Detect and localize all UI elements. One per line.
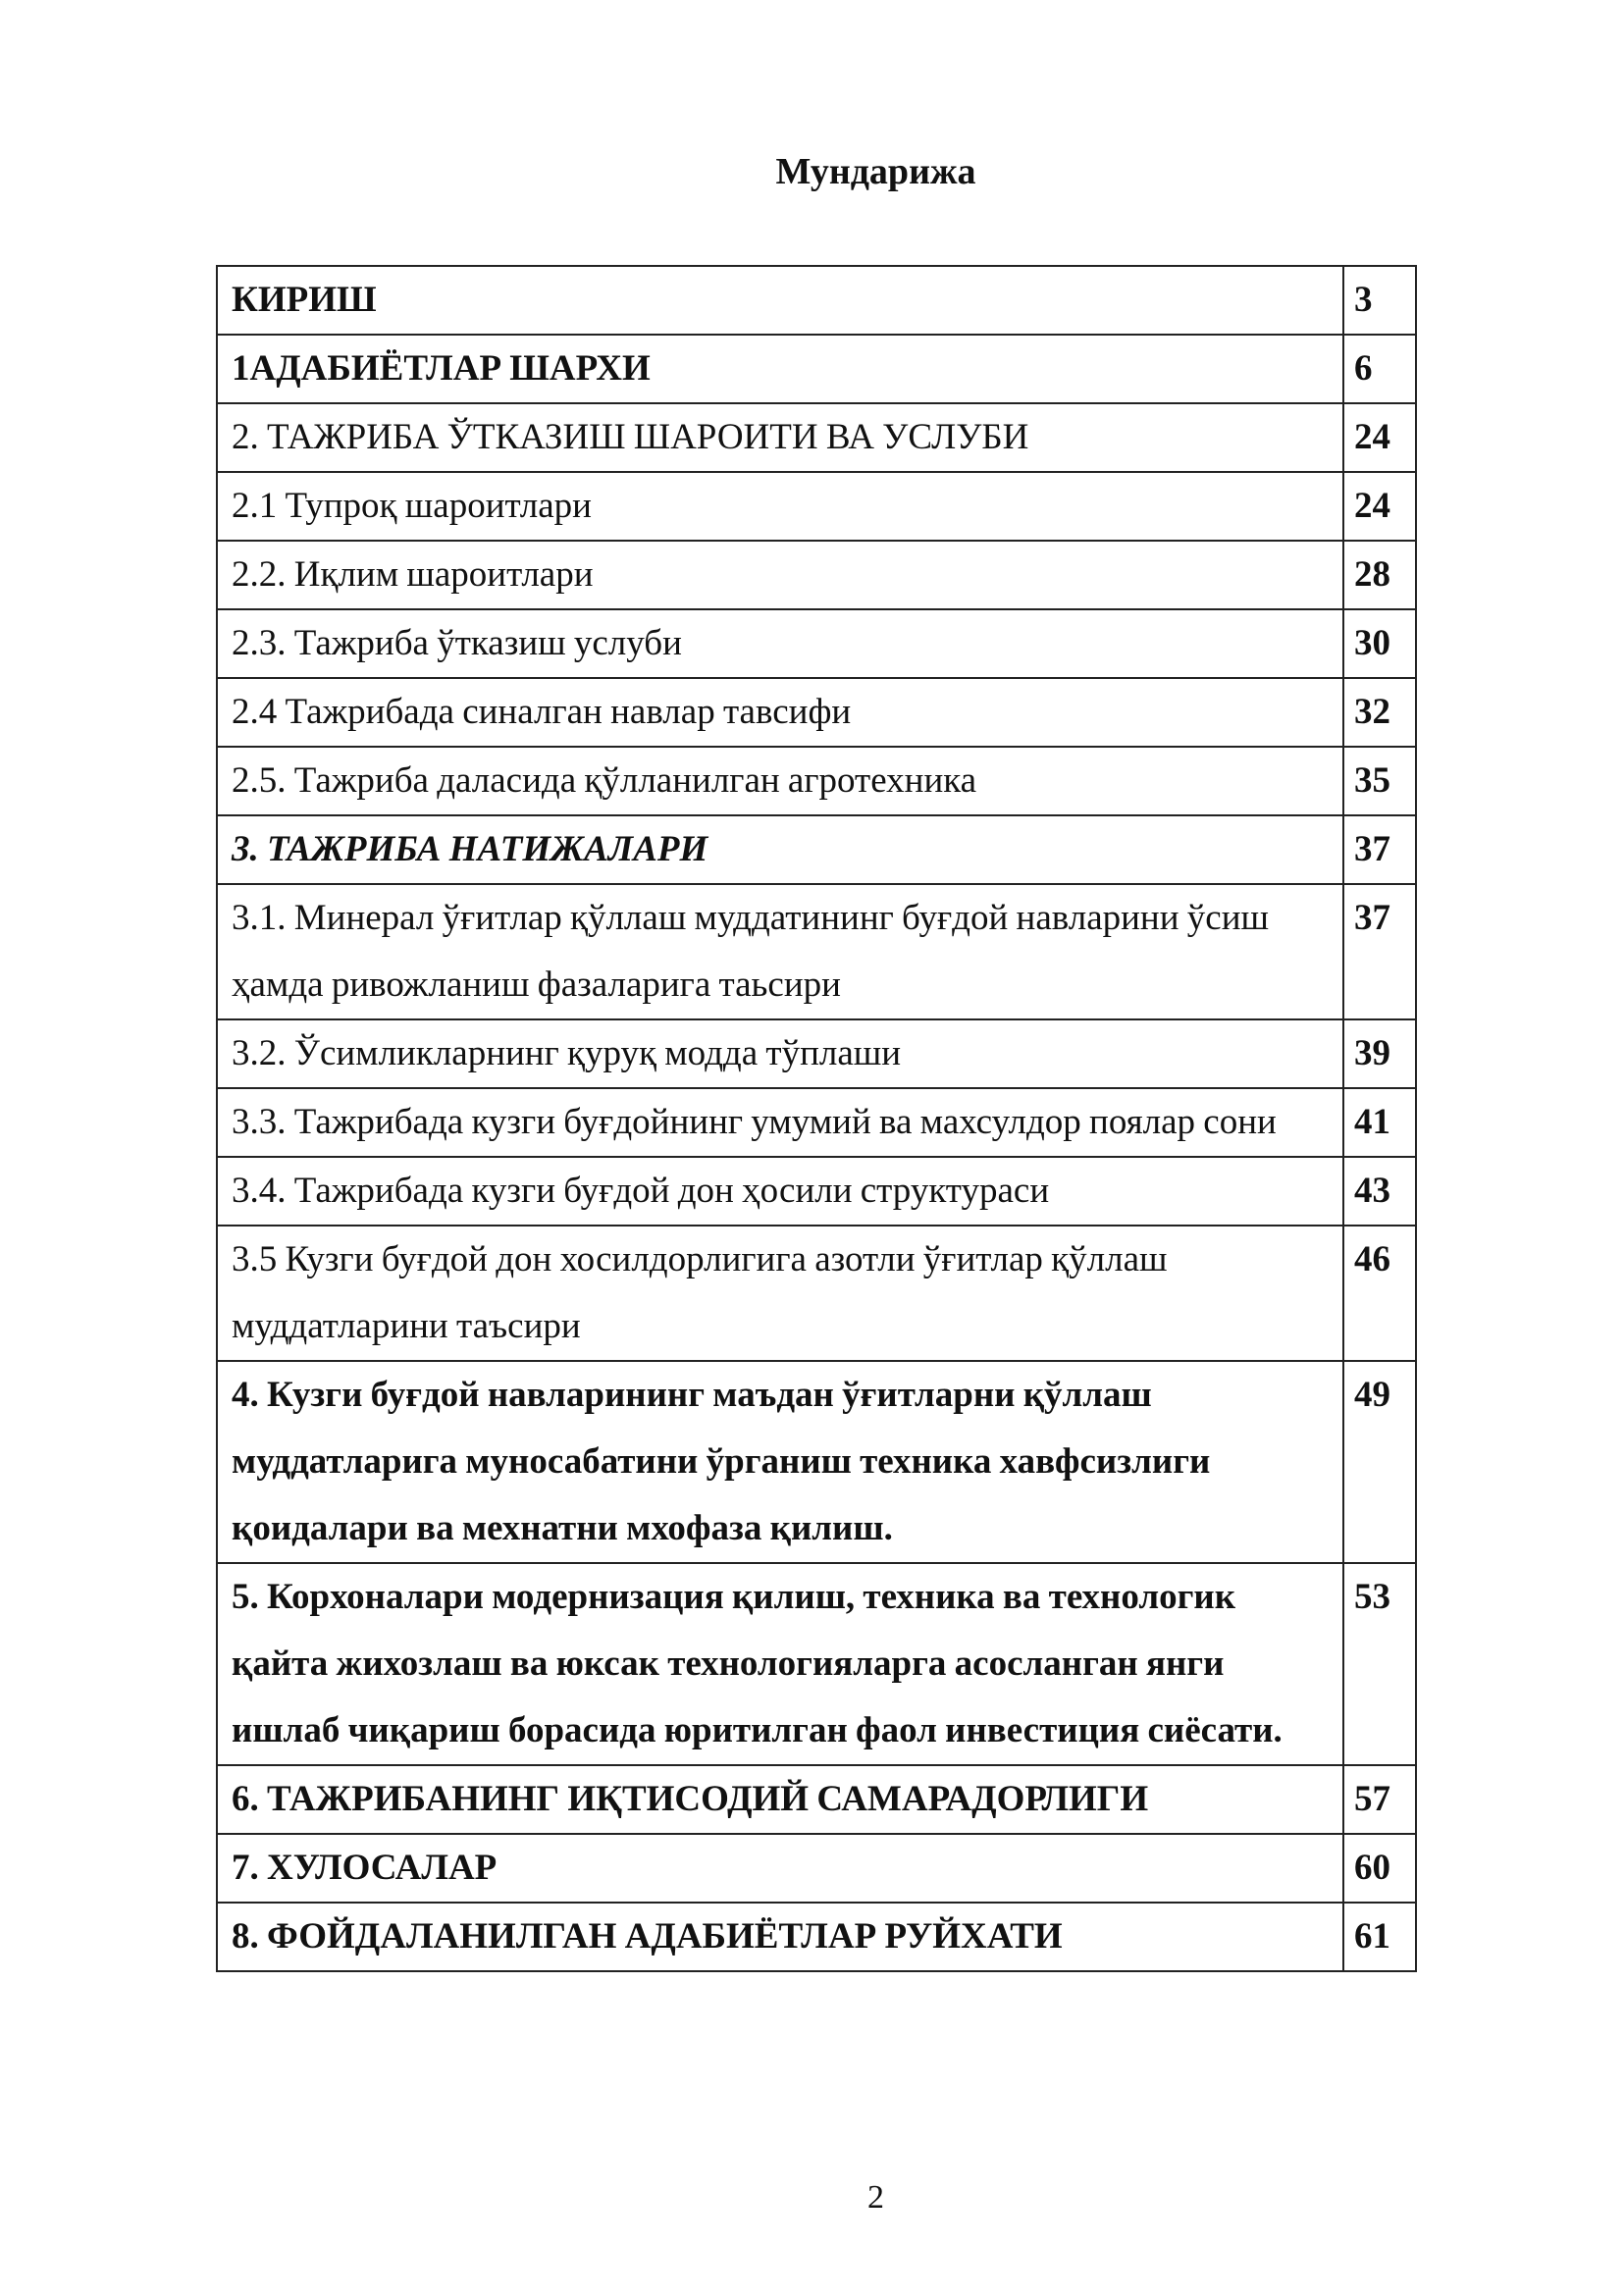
- table-row[interactable]: [217, 472, 1416, 541]
- table-row[interactable]: [217, 609, 1416, 678]
- toc-entry-page: 32: [1343, 678, 1416, 747]
- table-of-contents: [216, 265, 1417, 1972]
- table-row[interactable]: [217, 541, 1416, 609]
- toc-entry-page: 37: [1343, 884, 1416, 1019]
- toc-entry-title: 2.4 Тажрибада синалган навлар тавсифи: [217, 678, 1343, 747]
- toc-entry-title: 3.2. Ўсимликларнинг қуруқ модда тўплаши: [217, 1019, 1343, 1088]
- table-row[interactable]: [217, 1834, 1416, 1903]
- toc-entry-page: 60: [1343, 1834, 1416, 1903]
- toc-entry-title: 3.3. Тажрибада кузги буғдойнинг умумий ва махсулдор поялар сони: [217, 1088, 1343, 1157]
- toc-entry-title: 2.3. Тажриба ўтказиш услуби: [217, 609, 1343, 678]
- toc-entry-title: 3.4. Тажрибада кузги буғдой дон ҳосили структураси: [217, 1157, 1343, 1226]
- toc-entry-title: 2.2. Иқлим шароитлари: [217, 541, 1343, 609]
- table-row[interactable]: [217, 1765, 1416, 1834]
- table-row[interactable]: [217, 1903, 1416, 1971]
- toc-entry-title: 3.1. Минерал ўғитлар қўллаш муддатининг буғдой навларини ўсиш ҳамда ривожланиш фазаларига таьсири: [217, 884, 1343, 1019]
- toc-entry-title: 6. ТАЖРИБАНИНГ ИҚТИСОДИЙ САМАРАДОРЛИГИ: [217, 1765, 1343, 1834]
- toc-entry-page: 35: [1343, 747, 1416, 815]
- toc-entry-page: 3: [1343, 266, 1416, 335]
- table-row[interactable]: [217, 1088, 1416, 1157]
- toc-entry-page: 43: [1343, 1157, 1416, 1226]
- toc-entry-page: 46: [1343, 1226, 1416, 1361]
- toc-entry-page: 37: [1343, 815, 1416, 884]
- table-row[interactable]: [217, 815, 1416, 884]
- toc-entry-page: 24: [1343, 403, 1416, 472]
- table-row[interactable]: [217, 1226, 1416, 1361]
- toc-entry-page: 57: [1343, 1765, 1416, 1834]
- toc-entry-title: 5. Корхоналари модернизация қилиш, техника ва технологик қайта жихозлаш ва юксак технологияларга асосланган янги ишлаб чиқариш борасида юритилган фаол инвестиция сиёсати.: [217, 1563, 1343, 1765]
- page-number: 2: [867, 2179, 884, 2216]
- table-row[interactable]: [217, 1361, 1416, 1563]
- table-row[interactable]: [217, 1563, 1416, 1765]
- toc-entry-page: 24: [1343, 472, 1416, 541]
- table-row[interactable]: [217, 884, 1416, 1019]
- toc-entry-title: 3. ТАЖРИБА НАТИЖАЛАРИ: [217, 815, 1343, 884]
- toc-entry-title: 3.5 Кузги буғдой дон хосилдорлигига азотли ўғитлар қўллаш муддатларини таъсири: [217, 1226, 1343, 1361]
- table-row[interactable]: [217, 335, 1416, 403]
- table-row[interactable]: [217, 1157, 1416, 1226]
- toc-entry-title: 2. ТАЖРИБА ЎТКАЗИШ ШАРОИТИ ВА УСЛУБИ: [217, 403, 1343, 472]
- toc-entry-page: 41: [1343, 1088, 1416, 1157]
- toc-entry-title: КИРИШ: [217, 266, 1343, 335]
- toc-entry-title: 2.5. Тажриба даласида қўлланилган агротехника: [217, 747, 1343, 815]
- table-row[interactable]: [217, 1019, 1416, 1088]
- page-title: Мундарижа: [775, 151, 976, 192]
- table-row[interactable]: [217, 403, 1416, 472]
- toc-entry-title: 8. ФОЙДАЛАНИЛГАН АДАБИЁТЛАР РУЙХАТИ: [217, 1903, 1343, 1971]
- toc-entry-page: 39: [1343, 1019, 1416, 1088]
- toc-entry-page: 6: [1343, 335, 1416, 403]
- toc-entry-title: 7. ХУЛОСАЛАР: [217, 1834, 1343, 1903]
- toc-entry-title: 2.1 Тупроқ шароитлари: [217, 472, 1343, 541]
- toc-entry-page: 49: [1343, 1361, 1416, 1563]
- toc-entry-page: 28: [1343, 541, 1416, 609]
- table-row[interactable]: [217, 747, 1416, 815]
- toc-entry-page: 30: [1343, 609, 1416, 678]
- table-row[interactable]: [217, 266, 1416, 335]
- toc-entry-title: 4. Кузги буғдой навларининг маъдан ўғитларни қўллаш муддатларига муносабатини ўрганиш техника хавфсизлиги қоидалари ва мехнатни мхофаза қилиш.: [217, 1361, 1343, 1563]
- table-row[interactable]: [217, 678, 1416, 747]
- toc-entry-page: 61: [1343, 1903, 1416, 1971]
- toc-entry-title: 1АДАБИЁТЛАР ШАРХИ: [217, 335, 1343, 403]
- toc-entry-page: 53: [1343, 1563, 1416, 1765]
